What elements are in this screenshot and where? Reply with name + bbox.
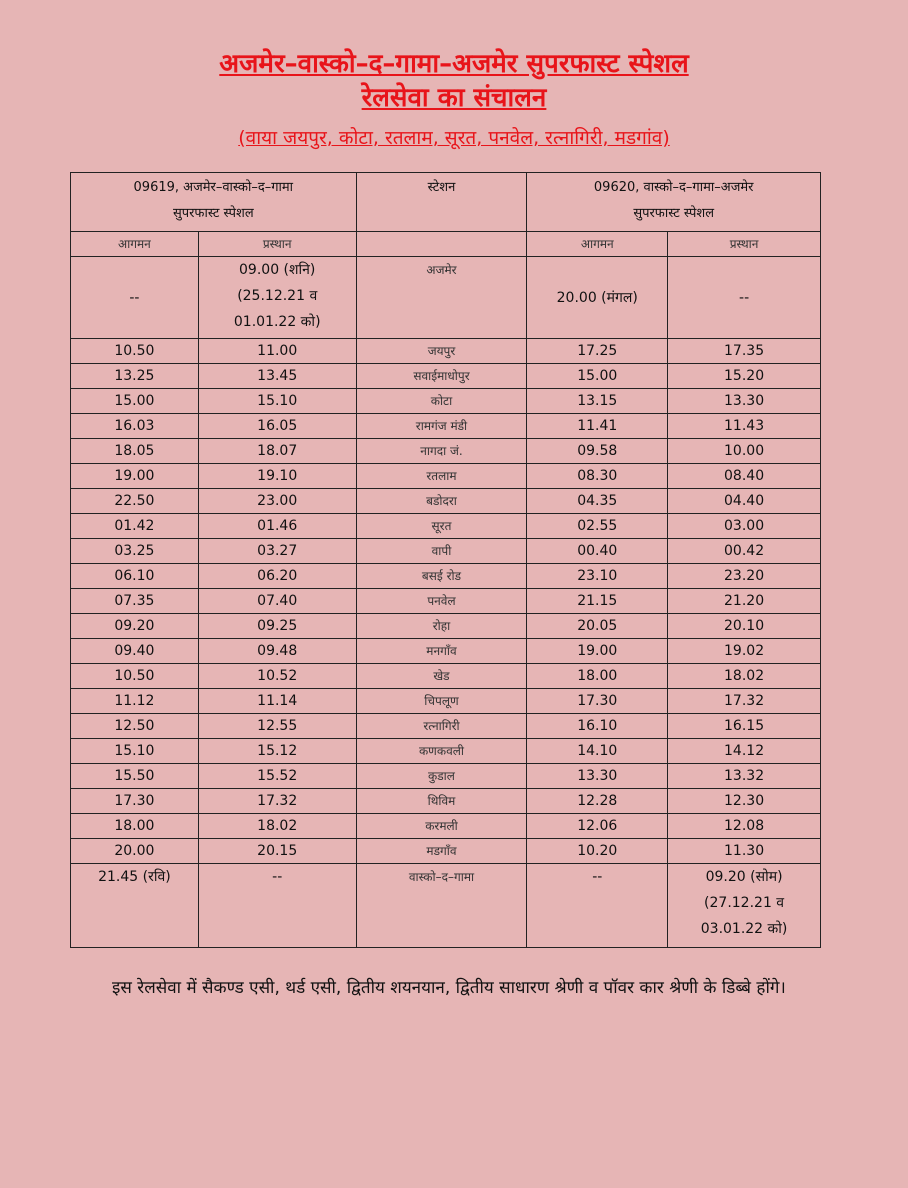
- title-line-2: रेलसेवा का संचालन: [361, 83, 547, 113]
- station-cell: करमली: [356, 814, 527, 839]
- departure-cell: 07.40: [198, 589, 356, 614]
- table-row: [71, 439, 821, 464]
- departure-cell: 11.14: [198, 689, 356, 714]
- table-row: [71, 639, 821, 664]
- departure-cell: 10.52: [198, 664, 356, 689]
- arrival-cell: 01.42: [71, 514, 199, 539]
- station-cell: बडोदरा: [356, 489, 527, 514]
- departure-cell: 09.25: [198, 614, 356, 639]
- station-cell: सूरत: [356, 514, 527, 539]
- departure-cell: 03.00: [668, 514, 821, 539]
- arrival-cell: 12.50: [71, 714, 199, 739]
- departure-cell: 09.48: [198, 639, 356, 664]
- station-cell: कोटा: [356, 389, 527, 414]
- departure-cell: 16.15: [668, 714, 821, 739]
- station-cell: खेड: [356, 664, 527, 689]
- departure-cell: 14.12: [668, 739, 821, 764]
- station-cell: सवाईमाधोपुर: [356, 364, 527, 389]
- arrival-cell: 02.55: [527, 514, 668, 539]
- station-cell: वापी: [356, 539, 527, 564]
- station-cell: मडगाँव: [356, 839, 527, 864]
- departure-cell: 12.30: [668, 789, 821, 814]
- departure-cell: 15.52: [198, 764, 356, 789]
- departure-cell: 11.30: [668, 839, 821, 864]
- arrival-cell: 15.00: [527, 364, 668, 389]
- arrival-header: आगमन: [527, 232, 668, 257]
- arrival-cell: 17.25: [527, 339, 668, 364]
- departure-cell: 13.30: [668, 389, 821, 414]
- table-row: [71, 364, 821, 389]
- departure-cell: 08.40: [668, 464, 821, 489]
- arrival-cell: 18.00: [71, 814, 199, 839]
- header-row: [71, 173, 821, 232]
- departure-cell: 19.10: [198, 464, 356, 489]
- station-cell: पनवेल: [356, 589, 527, 614]
- departure-header: प्रस्थान: [668, 232, 821, 257]
- departure-cell: 18.07: [198, 439, 356, 464]
- departure-cell: 15.10: [198, 389, 356, 414]
- arrival-cell: --: [527, 864, 668, 948]
- table-row: [71, 414, 821, 439]
- station-cell: बसई रोड: [356, 564, 527, 589]
- table-row: [71, 814, 821, 839]
- table-row: [71, 714, 821, 739]
- arrival-cell: 07.35: [71, 589, 199, 614]
- table-row: [71, 389, 821, 414]
- table-row: [71, 789, 821, 814]
- table-row: [71, 564, 821, 589]
- arrival-cell: 11.41: [527, 414, 668, 439]
- departure-cell: 09.20 (सोम) (27.12.21 व 03.01.22 को): [668, 864, 821, 948]
- arrival-cell: 13.25: [71, 364, 199, 389]
- table-row: [71, 839, 821, 864]
- train-09619-header: 09619, अजमेर–वास्को–द–गामा सुपरफास्ट स्पेशल: [71, 173, 357, 232]
- arrival-cell: 15.10: [71, 739, 199, 764]
- arrival-cell: 23.10: [527, 564, 668, 589]
- arrival-cell: 10.50: [71, 664, 199, 689]
- arrival-cell: 12.28: [527, 789, 668, 814]
- departure-cell: 17.35: [668, 339, 821, 364]
- station-cell: रत्नागिरी: [356, 714, 527, 739]
- table-row: [71, 739, 821, 764]
- subheader-row: [71, 232, 821, 257]
- arrival-cell: 15.00: [71, 389, 199, 414]
- departure-cell: 23.00: [198, 489, 356, 514]
- arrival-cell: 20.00 (मंगल): [527, 257, 668, 339]
- table-row: [71, 764, 821, 789]
- arrival-cell: 19.00: [527, 639, 668, 664]
- arrival-cell: 09.20: [71, 614, 199, 639]
- arrival-cell: 22.50: [71, 489, 199, 514]
- departure-cell: 10.00: [668, 439, 821, 464]
- arrival-cell: 14.10: [527, 739, 668, 764]
- timetable: [70, 172, 821, 948]
- departure-cell: --: [668, 257, 821, 339]
- arrival-cell: 17.30: [71, 789, 199, 814]
- station-cell: रतलाम: [356, 464, 527, 489]
- departure-cell: 21.20: [668, 589, 821, 614]
- station-cell: कुडाल: [356, 764, 527, 789]
- table-row: [71, 664, 821, 689]
- departure-header: प्रस्थान: [198, 232, 356, 257]
- arrival-cell: 09.40: [71, 639, 199, 664]
- station-cell: नागदा जं.: [356, 439, 527, 464]
- table-row: [71, 539, 821, 564]
- departure-cell: 20.15: [198, 839, 356, 864]
- departure-cell: 15.12: [198, 739, 356, 764]
- arrival-header: आगमन: [71, 232, 199, 257]
- departure-cell: 01.46: [198, 514, 356, 539]
- arrival-cell: 16.03: [71, 414, 199, 439]
- station-cell: रोहा: [356, 614, 527, 639]
- table-row: [71, 489, 821, 514]
- table-row: [71, 689, 821, 714]
- table-row: [71, 614, 821, 639]
- departure-cell: 04.40: [668, 489, 821, 514]
- departure-cell: --: [198, 864, 356, 948]
- arrival-cell: 20.05: [527, 614, 668, 639]
- departure-cell: 17.32: [198, 789, 356, 814]
- arrival-cell: 18.00: [527, 664, 668, 689]
- table-row: [71, 514, 821, 539]
- train-09620-header: 09620, वास्को–द–गामा–अजमेर सुपरफास्ट स्पेशल: [527, 173, 821, 232]
- table-row: [71, 864, 821, 948]
- table-row: [71, 257, 821, 339]
- table-row: [71, 464, 821, 489]
- departure-cell: 16.05: [198, 414, 356, 439]
- table-row: [71, 339, 821, 364]
- arrival-cell: 19.00: [71, 464, 199, 489]
- station-cell: अजमेर: [356, 257, 527, 339]
- departure-cell: 09.00 (शनि) (25.12.21 व 01.01.22 को): [198, 257, 356, 339]
- departure-cell: 17.32: [668, 689, 821, 714]
- arrival-cell: 16.10: [527, 714, 668, 739]
- departure-cell: 19.02: [668, 639, 821, 664]
- arrival-cell: 00.40: [527, 539, 668, 564]
- departure-cell: 18.02: [198, 814, 356, 839]
- arrival-cell: 10.20: [527, 839, 668, 864]
- arrival-cell: 15.50: [71, 764, 199, 789]
- arrival-cell: 04.35: [527, 489, 668, 514]
- departure-cell: 12.55: [198, 714, 356, 739]
- departure-cell: 13.45: [198, 364, 356, 389]
- arrival-cell: 13.15: [527, 389, 668, 414]
- departure-cell: 03.27: [198, 539, 356, 564]
- arrival-cell: 11.12: [71, 689, 199, 714]
- station-cell: रामगंज मंडी: [356, 414, 527, 439]
- station-cell: थिविम: [356, 789, 527, 814]
- arrival-cell: 18.05: [71, 439, 199, 464]
- arrival-cell: 09.58: [527, 439, 668, 464]
- station-cell: जयपुर: [356, 339, 527, 364]
- station-cell: वास्को–द–गामा: [356, 864, 527, 948]
- station-cell: चिपलूण: [356, 689, 527, 714]
- station-header: स्टेशन: [356, 173, 527, 232]
- departure-cell: 23.20: [668, 564, 821, 589]
- departure-cell: 15.20: [668, 364, 821, 389]
- arrival-cell: 06.10: [71, 564, 199, 589]
- departure-cell: 11.43: [668, 414, 821, 439]
- blank-header: [356, 232, 527, 257]
- arrival-cell: 21.15: [527, 589, 668, 614]
- arrival-cell: 21.45 (रवि): [71, 864, 199, 948]
- route-via: (वाया जयपुर, कोटा, रतलाम, सूरत, पनवेल, रत्नागिरी, मडगांव): [238, 127, 670, 149]
- departure-cell: 11.00: [198, 339, 356, 364]
- arrival-cell: 12.06: [527, 814, 668, 839]
- arrival-cell: 17.30: [527, 689, 668, 714]
- table-row: [71, 589, 821, 614]
- arrival-cell: 13.30: [527, 764, 668, 789]
- departure-cell: 06.20: [198, 564, 356, 589]
- departure-cell: 13.32: [668, 764, 821, 789]
- departure-cell: 18.02: [668, 664, 821, 689]
- arrival-cell: 20.00: [71, 839, 199, 864]
- arrival-cell: 03.25: [71, 539, 199, 564]
- departure-cell: 00.42: [668, 539, 821, 564]
- coach-info-paragraph: इस रेलसेवा में सैकण्ड एसी, थर्ड एसी, द्वितीय शयनयान, द्वितीय साधारण श्रेणी व पॉवर कार श्रेणी के डिब्बे होंगे।: [112, 978, 786, 998]
- station-cell: मनगाँव: [356, 639, 527, 664]
- departure-cell: 12.08: [668, 814, 821, 839]
- arrival-cell: 08.30: [527, 464, 668, 489]
- station-cell: कणकवली: [356, 739, 527, 764]
- arrival-cell: 10.50: [71, 339, 199, 364]
- departure-cell: 20.10: [668, 614, 821, 639]
- title-line-1: अजमेर–वास्को–द–गामा–अजमेर सुपरफास्ट स्पेशल: [219, 49, 689, 79]
- arrival-cell: --: [71, 257, 199, 339]
